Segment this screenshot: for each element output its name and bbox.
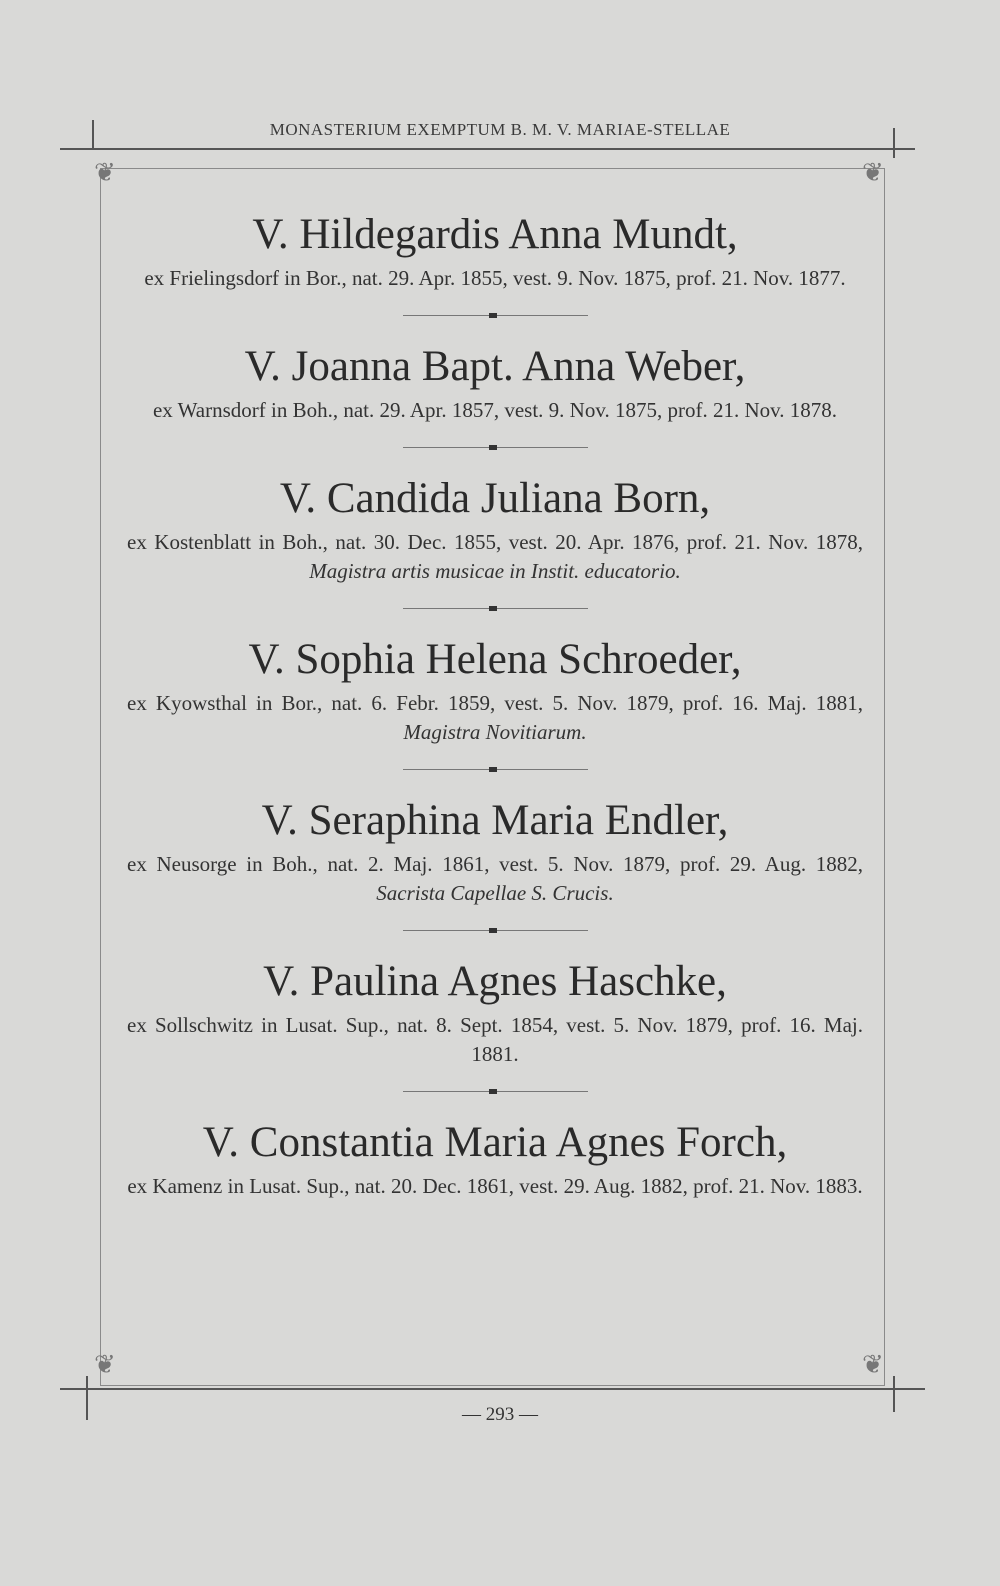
separator-rule: [403, 447, 588, 448]
entry-note: Magistra artis musicae in Instit. educatorio.: [309, 559, 681, 583]
entry: [115, 210, 875, 293]
running-header: MONASTERIUM EXEMPTUM B. M. V. MARIAE-STELLAE: [269, 120, 731, 139]
corner-ornament-bottom-right-icon: ❦: [862, 1350, 884, 1379]
corner-ornament-top-right-icon: ❦: [862, 158, 884, 187]
entry-note: Magistra Novitiarum.: [403, 720, 587, 744]
entries-list: [115, 210, 875, 1201]
entry-detail: [115, 528, 875, 586]
page-number: — 293 —: [462, 1404, 538, 1425]
entry: [115, 957, 875, 1069]
entry-detail: [115, 396, 875, 425]
entry-note: Sacrista Capellae S. Crucis.: [376, 881, 614, 905]
entry-line2: prof. 29. Aug. 1882,: [679, 852, 864, 876]
entry-name: V. Joanna Bapt. Anna Weber,: [244, 343, 746, 390]
separator-rule: [403, 1091, 588, 1092]
entry-line1: ex Frielingsdorf in Bor., nat. 29. Apr. 1855, vest. 9. Nov. 1875,: [144, 266, 671, 290]
entry-detail: [115, 1011, 875, 1069]
entry-detail: [115, 264, 875, 293]
entry-detail: [115, 689, 875, 747]
entry-detail: [115, 850, 875, 908]
separator-rule: [403, 315, 588, 316]
entry-line2: prof. 21. Nov. 1877.: [676, 266, 846, 290]
entry-name: V. Paulina Agnes Haschke,: [263, 958, 727, 1005]
corner-ornament-bottom-left-icon: ❦: [94, 1350, 116, 1379]
entry-name: V. Hildegardis Anna Mundt,: [252, 211, 738, 258]
header-rule-left-tick: [92, 120, 94, 150]
header-rule: [60, 148, 915, 150]
entry-line2: prof. 21. Nov. 1878.: [667, 398, 838, 422]
entry-line1: ex Kostenblatt in Boh., nat. 30. Dec. 1855, vest. 20. Apr. 1876,: [127, 530, 680, 554]
separator-rule: [403, 608, 588, 609]
entry-line1: ex Kyowsthal in Bor., nat. 6. Febr. 1859, vest. 5. Nov. 1879,: [127, 691, 674, 715]
corner-ornament-top-left-icon: ❦: [94, 158, 116, 187]
entry-line2: prof. 16. Maj. 1881.: [471, 1013, 863, 1066]
entry-line2: prof. 21. Nov. 1883.: [693, 1174, 863, 1198]
entry-line1: ex Kamenz in Lusat. Sup., nat. 20. Dec. 1861, vest. 29. Aug. 1882,: [127, 1174, 688, 1198]
entry-line2: prof. 21. Nov. 1878,: [686, 530, 864, 554]
entry-name: V. Seraphina Maria Endler,: [261, 797, 729, 844]
entry: [115, 635, 875, 747]
entry-line1: ex Neusorge in Boh., nat. 2. Maj. 1861, vest. 5. Nov. 1879,: [127, 852, 671, 876]
entry-line1: ex Sollschwitz in Lusat. Sup., nat. 8. Sept. 1854, vest. 5. Nov. 1879,: [127, 1013, 733, 1037]
entry-line1: ex Warnsdorf in Boh., nat. 29. Apr. 1857, vest. 9. Nov. 1875,: [152, 398, 663, 422]
footer-rule: [60, 1388, 925, 1390]
entry-detail: [115, 1172, 875, 1201]
header-rule-right-tick: [893, 128, 895, 158]
entry: [115, 796, 875, 908]
entry-name: V. Constantia Maria Agnes Forch,: [202, 1119, 788, 1166]
entry-name: V. Candida Juliana Born,: [279, 475, 711, 522]
entry: [115, 342, 875, 425]
separator-rule: [403, 769, 588, 770]
entry-line2: prof. 16. Maj. 1881,: [682, 691, 864, 715]
entry: [115, 474, 875, 586]
entry: [115, 1118, 875, 1201]
separator-rule: [403, 930, 588, 931]
entry-name: V. Sophia Helena Schroeder,: [248, 636, 742, 683]
